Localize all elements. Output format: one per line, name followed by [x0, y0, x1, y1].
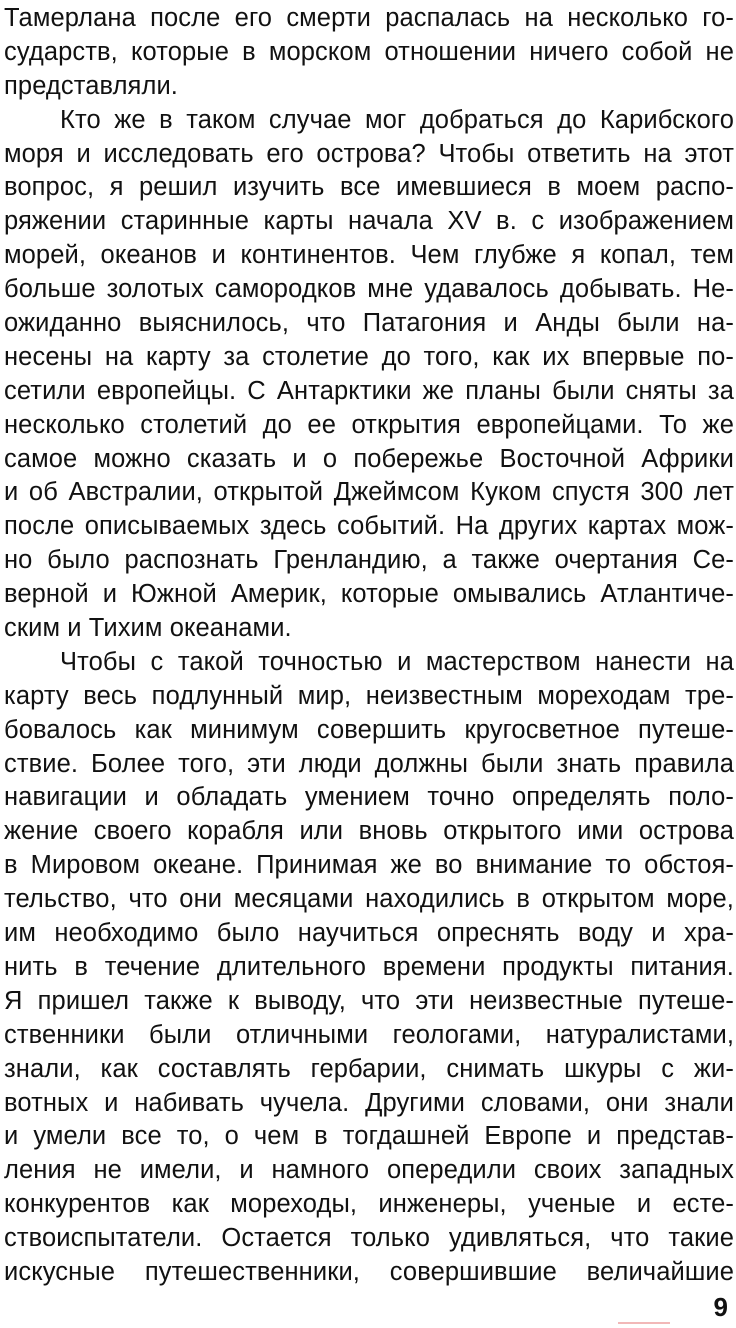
- text-line: сетили европейцы. С Антарктики же планы были сняты за: [4, 376, 734, 405]
- text-line: Я пришел также к выводу, что эти неизвестные путеше-: [4, 986, 734, 1015]
- text-line: нить в течение длительного времени продукты питания.: [4, 952, 734, 981]
- text-line: моря и исследовать его острова? Чтобы ответить на этот: [4, 139, 734, 168]
- paragraph-1: [4, 2, 734, 104]
- text-line: после описываемых здесь событий. На других картах мож-: [4, 512, 734, 541]
- text-line: ряжении старинные карты начала XV в. с изображением: [4, 207, 734, 236]
- text-line: вопрос, я решил изучить все имевшиеся в моем распо-: [4, 173, 734, 202]
- text-line: жение своего корабля или вновь открытого ими острова: [4, 817, 734, 846]
- text-line: в Мировом океане. Принимая же во внимание то обстоя-: [4, 851, 734, 880]
- text-line: больше золотых самородков мне удавалось добывать. Не-: [4, 275, 734, 304]
- scan-mark: [618, 1322, 670, 1324]
- text-line: и умели все то, о чем в тогдашней Европе и представ-: [4, 1122, 734, 1151]
- paragraph-3: [4, 646, 734, 1290]
- text-line: самое можно сказать и о побережье Восточной Африки: [4, 444, 734, 473]
- text-line: ожиданно выяснилось, что Патагония и Анды были на-: [4, 309, 734, 338]
- text-line: навигации и обладать умением точно определять поло-: [4, 783, 734, 812]
- paragraph-2: [4, 104, 734, 646]
- text-line: карту весь подлунный мир, неизвестным мореходам тре-: [4, 681, 734, 710]
- body-text: [4, 2, 734, 1290]
- text-line: ским и Тихим океанами.: [4, 614, 292, 643]
- text-line: несены на карту за столетие до того, как их впервые по-: [4, 342, 734, 371]
- text-line: вотных и набивать чучела. Другими словами, они знали: [4, 1088, 734, 1117]
- text-line: искусные путешественники, совершившие величайшие: [4, 1257, 734, 1286]
- text-line: конкурентов как мореходы, инженеры, ученые и есте-: [4, 1190, 734, 1219]
- text-line: тельство, что они месяцами находились в открытом море,: [4, 885, 734, 914]
- text-line: ствие. Более того, эти люди должны были знать правила: [4, 749, 734, 778]
- text-line: несколько столетий до ее открытия европейцами. То же: [4, 410, 734, 439]
- text-line: Чтобы с такой точностью и мастерством нанести на: [60, 647, 734, 676]
- text-line: Тамерлана после его смерти распалась на несколько го-: [4, 4, 734, 32]
- text-line: знали, как составлять гербарии, снимать шкуры с жи-: [4, 1054, 734, 1083]
- text-line: Кто же в таком случае мог добраться до Карибского: [60, 105, 734, 134]
- text-line: бовалось как минимум совершить кругосветное путеше-: [4, 715, 734, 744]
- text-line: но было распознать Гренландию, а также очертания Се-: [4, 546, 734, 575]
- text-line: сударств, которые в морском отношении ничего собой не: [4, 37, 734, 66]
- text-line: и об Австралии, открытой Джеймсом Куком спустя 300 лет: [4, 478, 734, 507]
- page-number: 9: [713, 1292, 728, 1322]
- text-line: им необходимо было научиться опреснять воду и хра-: [4, 919, 734, 948]
- text-line: морей, океанов и континентов. Чем глубже я копал, тем: [4, 241, 734, 270]
- text-line: ления не имели, и намного опередили своих западных: [4, 1156, 734, 1185]
- text-line: представляли.: [4, 71, 178, 100]
- text-line: ствоиспытатели. Остается только удивляться, что такие: [4, 1224, 734, 1253]
- text-line: верной и Южной Америк, которые омывались Атлантиче-: [4, 580, 734, 609]
- text-line: ственники были отличными геологами, натуралистами,: [4, 1020, 734, 1049]
